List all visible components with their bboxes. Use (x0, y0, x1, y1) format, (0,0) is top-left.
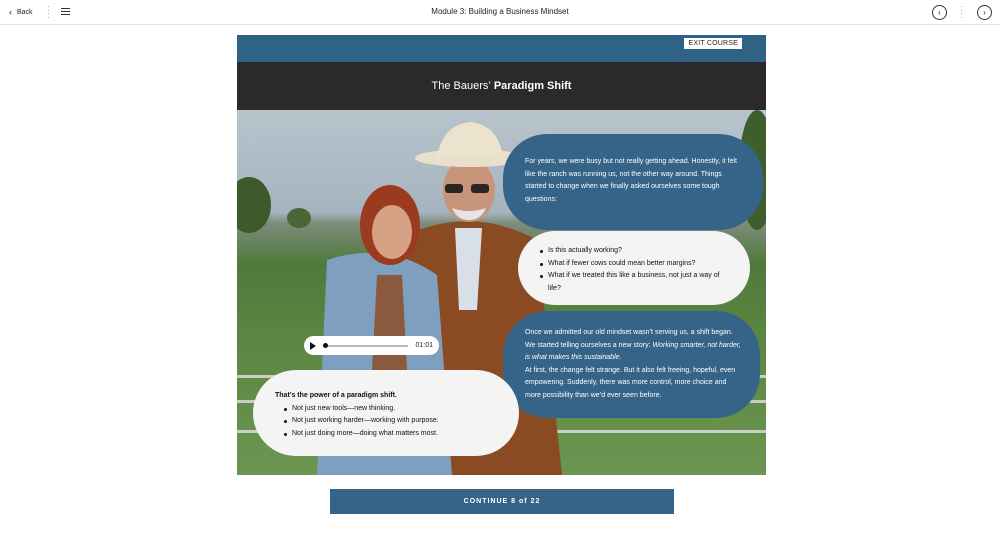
shift-rest-text: At first, the change felt strange. But it also felt freeing, hopeful, even empowering. Suddenly, there was more control, more choice and more possibility than we’d ever seen before. (525, 366, 736, 399)
seek-handle[interactable] (323, 343, 328, 348)
audio-seek-bar[interactable] (323, 345, 408, 347)
audio-time: 01:01 (415, 342, 433, 349)
couple-photo (237, 110, 766, 475)
paradigm-item: Not just working harder—working with purpose. (284, 415, 503, 428)
chevron-left-icon: ‹ (938, 7, 941, 17)
back-label: Back (17, 9, 33, 16)
question-item: What if fewer cows could mean better margins? (540, 258, 732, 271)
continue-button[interactable]: CONTINUE 8 of 22 (330, 489, 674, 514)
paradigm-item: Not just doing more—doing what matters most. (284, 428, 503, 441)
divider-dots-icon (961, 6, 963, 18)
question-item: What if we treated this like a business, not just a way of life? (540, 270, 732, 295)
next-button[interactable] (977, 5, 992, 20)
lesson-title (237, 62, 766, 110)
shift-intro-text: Once we admitted our old mindset wasn’t serving us, a shift began. We started telling ourselves a new story: (525, 329, 733, 349)
shift-italic-text: Working smarter, not harder, is what makes this sustainable. (525, 341, 741, 361)
paradigm-item: Not just new tools—new thinking. (284, 403, 503, 416)
top-bar (0, 0, 1000, 25)
play-icon[interactable] (310, 342, 316, 350)
story-bubble-intro (503, 134, 763, 230)
question-item: Is this actually working? (540, 245, 732, 258)
story-bubble-shift (503, 311, 760, 418)
lesson-frame (237, 35, 766, 475)
story-intro-text: For years, we were busy but not really getting ahead. Honestly, it felt like the ranch was running us, not the other way around. Things started to change when we finally asked ourselves some tough questions: (525, 158, 737, 203)
audio-player (304, 336, 439, 355)
paradigm-heading: That’s the power of a paradigm shift. (275, 392, 397, 399)
lesson-header (237, 35, 766, 62)
exit-course-button[interactable]: EXIT COURSE (684, 38, 742, 49)
paradigm-bubble (253, 370, 519, 456)
questions-list (540, 245, 732, 295)
previous-button[interactable] (932, 5, 947, 20)
chevron-right-icon: › (983, 7, 986, 17)
paradigm-list (284, 403, 503, 441)
chevron-left-icon: ‹ (9, 7, 12, 17)
lesson-title-bold: Paradigm Shift (493, 80, 572, 92)
questions-bubble (518, 231, 750, 305)
module-title: Module 3: Building a Business Mindset (431, 7, 569, 16)
lesson-title-prefix: The Bauers’ (431, 80, 491, 92)
